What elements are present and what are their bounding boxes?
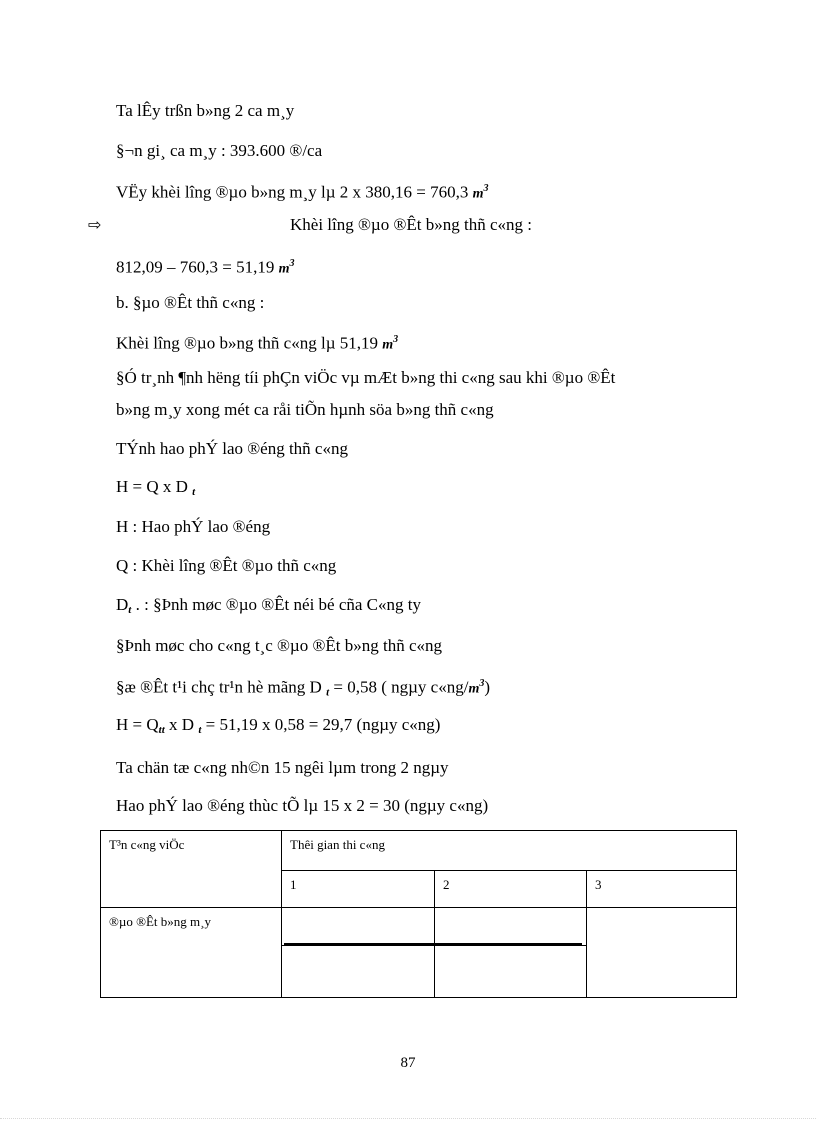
text-line-2: §¬n gi¸ ca m¸y : 393.600 ®/ca: [116, 141, 323, 160]
day-header: 2: [435, 871, 587, 908]
text-line-13: Q : Khèi lîng ®Êt ®µo thñ c«ng: [116, 556, 337, 575]
text-line-16-part-c: ): [484, 677, 491, 697]
gantt-bar: [284, 943, 582, 946]
text-line-17-part-a: H = Q: [116, 715, 159, 734]
text-line-14: [116, 594, 421, 621]
task-name-cell: ®µo ®Êt b»ng m¸y: [101, 908, 282, 998]
text-line-12: H : Hao phÝ lao ®éng: [116, 517, 271, 536]
task-column-header: T³n c«ng viÖc: [101, 831, 282, 908]
subscript-t: t: [326, 686, 330, 699]
text-line-7: [116, 329, 398, 357]
text-line-17: [116, 714, 440, 741]
text-line-9: b»ng m¸y xong mét ca råi tiÕn hµnh söa b»ng thñ c«ng: [116, 400, 494, 419]
unit-m3: m: [382, 337, 394, 353]
page-number: 87: [400, 1055, 416, 1071]
unit-m3: m: [468, 681, 480, 697]
text-line-4: Khèi lîng ®µo ®Êt b»ng thñ c«ng :: [290, 215, 532, 234]
schedule-cell: [282, 908, 435, 946]
day-header: 3: [587, 871, 737, 908]
subscript-t: t: [192, 486, 196, 498]
text-line-16-part-b: = 0,58 ( ngµy c«ng/: [329, 677, 469, 697]
text-line-5: [116, 253, 294, 281]
unit-exponent: 3: [289, 258, 295, 269]
text-line-5-body: 812,09 – 760,3 = 51,19: [116, 257, 275, 277]
page-bottom-border: [0, 1118, 816, 1119]
text-line-19: Hao phÝ lao ®éng thùc tÕ lµ 15 x 2 = 30 (ngµy c«ng): [116, 796, 489, 815]
text-line-18: Ta chän tæ c«ng nh©n 15 ngêi lµm trong 2 ngµy: [116, 758, 449, 777]
formula-h-body: H = Q x D: [116, 477, 188, 496]
text-line-3: [116, 178, 488, 206]
section-heading-b: b. §µo ®Êt thñ c«ng :: [116, 293, 265, 312]
text-line-10: TÝnh hao phÝ lao ®éng thñ c«ng: [116, 439, 348, 458]
unit-m3: m: [278, 261, 290, 277]
schedule-cell: [282, 946, 435, 998]
unit-exponent: 3: [393, 334, 399, 345]
text-line-7-body: Khèi lîng ®µo b»ng thñ c«ng lµ 51,19: [116, 333, 378, 353]
text-line-1: Ta lÊy trßn b»ng 2 ca m¸y: [116, 101, 295, 120]
duration-column-header: Thêi gian thi c«ng: [282, 831, 737, 871]
arrow-icon: ⇨: [88, 215, 102, 234]
schedule-table: [100, 830, 737, 998]
day-header: 1: [282, 871, 435, 908]
text-line-17-part-c: = 51,19 x 0,58 = 29,7 (ngµy c«ng): [201, 715, 441, 734]
subscript-t: t: [198, 724, 202, 736]
text-line-16-part-a: §æ ®Êt t¹i chç tr¹n hè mãng D: [116, 677, 322, 697]
unit-m3: m: [472, 186, 484, 202]
subscript-tt: tt: [158, 724, 165, 736]
text-line-14-body: . : §Þnh møc ®µo ®Êt néi bé cña C«ng ty: [135, 595, 421, 614]
d-symbol: D: [116, 595, 129, 614]
text-line-8: §Ó tr¸nh ¶nh hëng tíi phÇn viÖc vµ mÆt b»ng thi c«ng sau khi ®µo ®Êt: [116, 368, 616, 387]
text-line-17-part-b: x D: [169, 715, 195, 734]
text-line-16: [116, 673, 490, 704]
unit-exponent: 3: [479, 678, 485, 689]
schedule-cell: [587, 908, 737, 998]
schedule-cell: [435, 946, 587, 998]
subscript-t: t: [128, 604, 132, 616]
text-line-15: §Þnh møc cho c«ng t¸c ®µo ®Êt b»ng thñ c«ng: [116, 636, 442, 655]
schedule-cell: [435, 908, 587, 946]
text-line-3-body: VËy khèi lîng ®µo b»ng m¸y lµ 2 x 380,16 = 760,3: [116, 182, 469, 202]
formula-h: [116, 476, 195, 503]
unit-exponent: 3: [483, 183, 489, 194]
